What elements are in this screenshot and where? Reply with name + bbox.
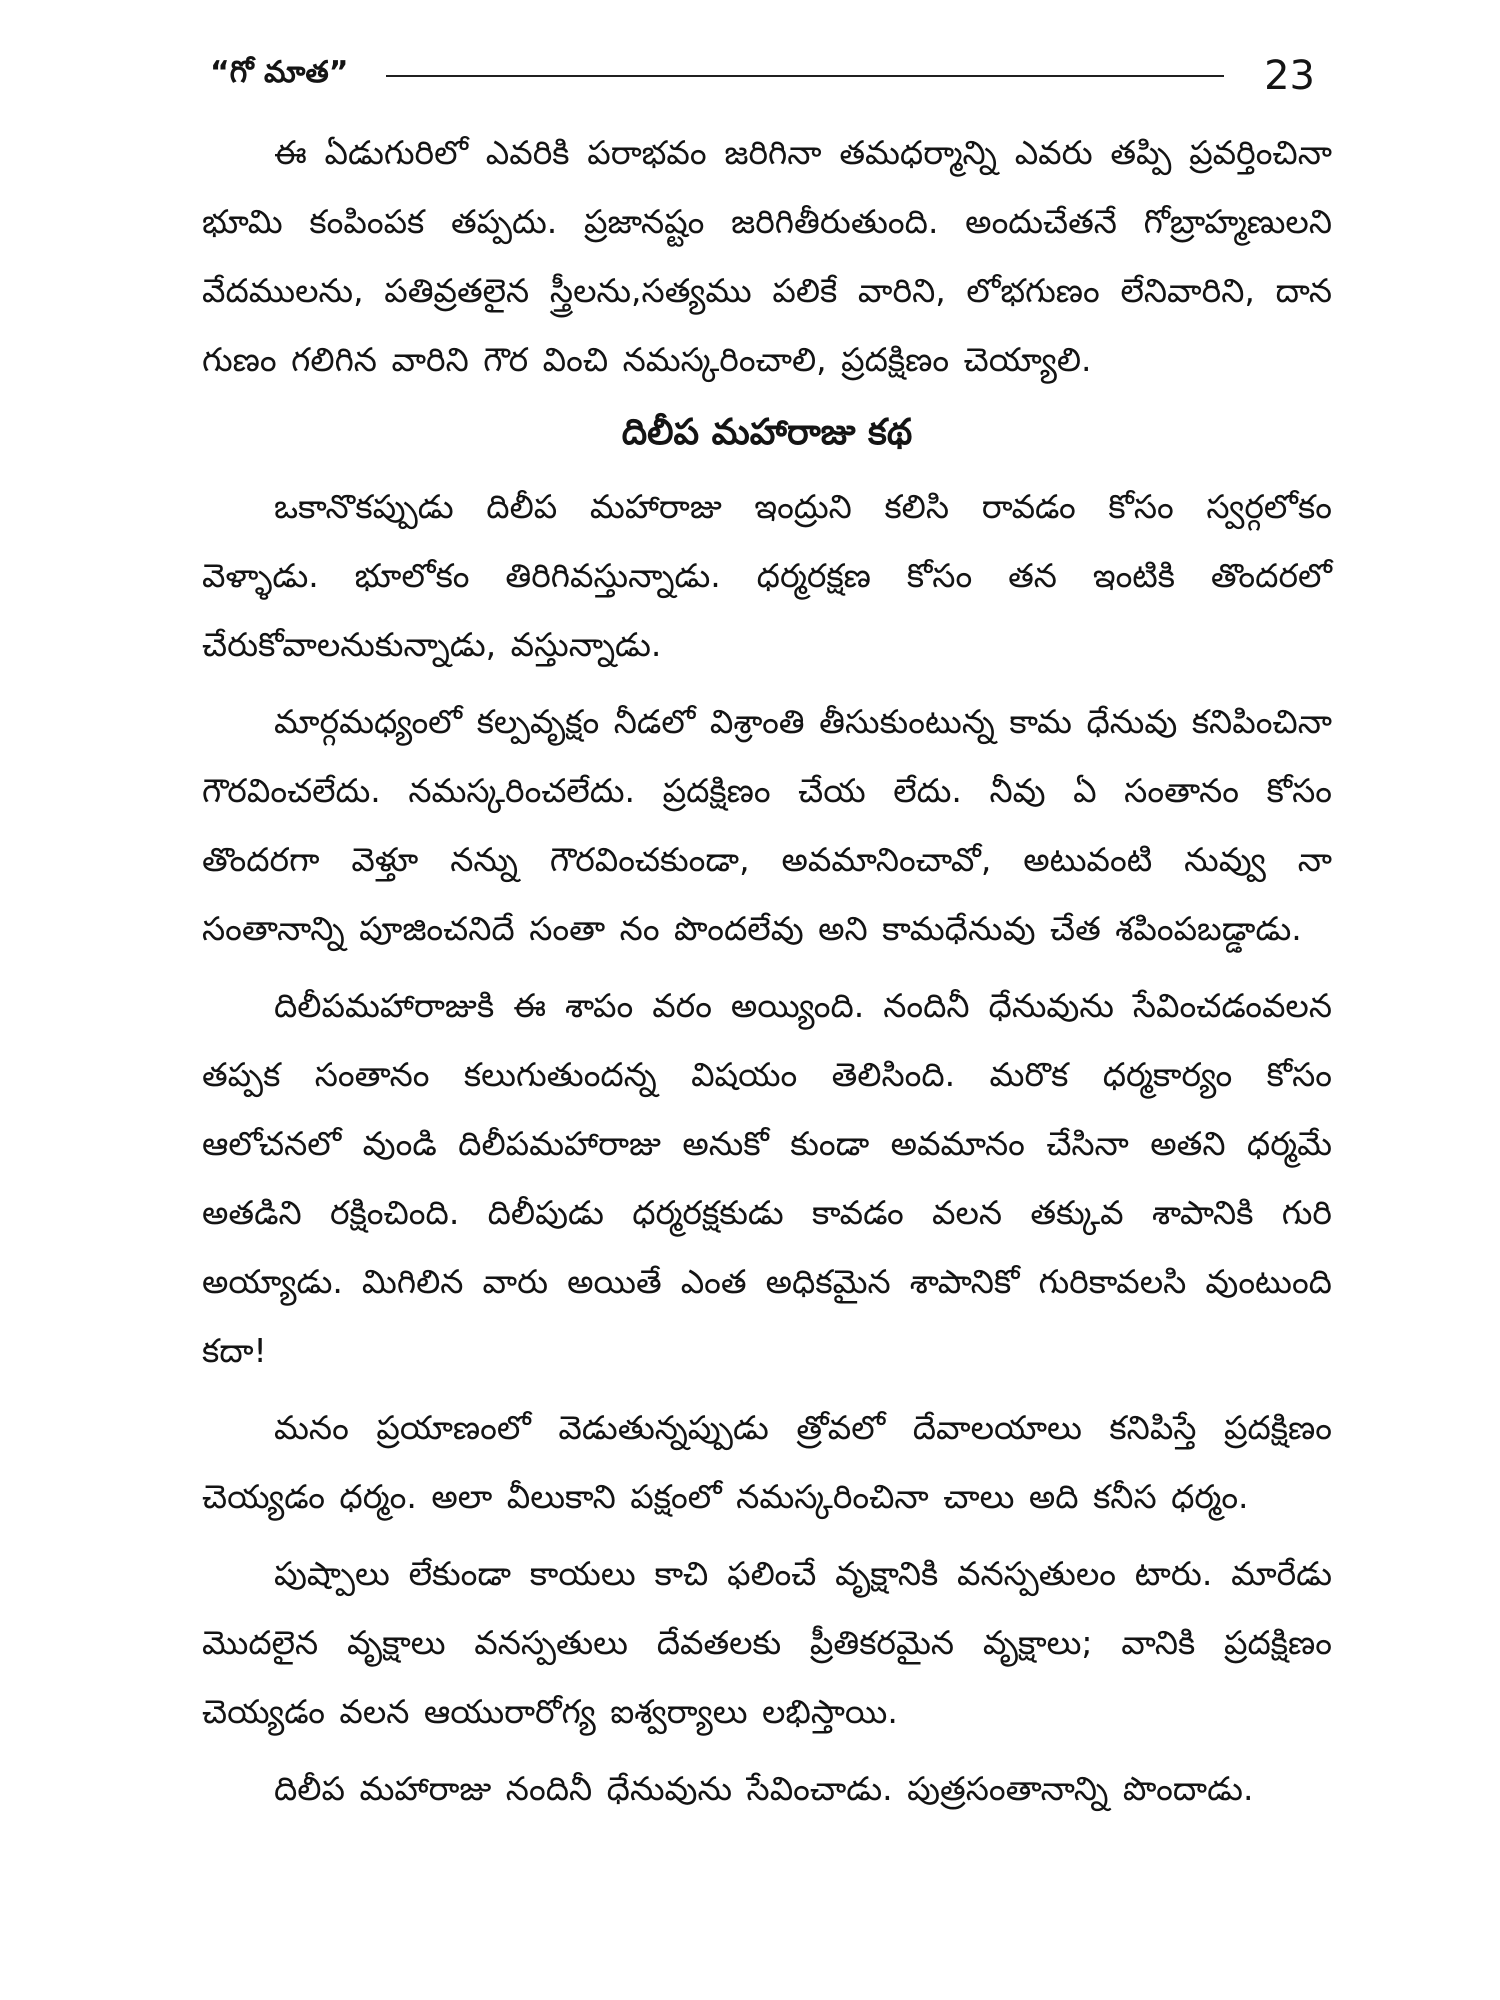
section-title: దిలీప మహారాజు కథ bbox=[621, 412, 913, 453]
intro-paragraph: ఈ ఏడుగురిలో ఎవరికి పరాభవం జరిగినా తమధర్మాన్ని ఎవరు తప్పి ప్రవర్తించినా భూమి కంపింపక తప్పదు. ప్రజానష్టం జరిగితీరుతుంది. అందుచేతనే గోబ్రాహ్మణులని వేదములను, పతివ్రతలైన స్త్రీలను,సత్యము పలికే వారిని, లోభగుణం లేనివారిని, దాన గుణం గలిగిన వారిని గౌర వించి నమస్కరించాలి, ప్రదక్షిణం చెయ్యాలి. bbox=[202, 133, 1332, 379]
paragraph: ఒకానొకప్పుడు దిలీప మహారాజు ఇంద్రుని కలిసి రావడం కోసం స్వర్గలోకం వెళ్ళాడు. భూలోకం తిరిగివస్తున్నాడు. ధర్మరక్షణ కోసం తన ఇంటికి తొందరలో చేరుకోవాలనుకున్నాడు, వస్తున్నాడు. bbox=[202, 487, 1332, 664]
header-rule bbox=[386, 75, 1224, 77]
paragraph: పుష్పాలు లేకుండా కాయలు కాచి ఫలించే వృక్షానికి వనస్పతులం టారు. మారేడు మొదలైన వృక్షాలు వనస్పతులు దేవతలకు ప్రీతికరమైన వృక్షాలు; వానికి ప్రదక్షిణం చెయ్యడం వలన ఆయురారోగ్య ఐశ్వర్యాలు లభిస్తాయి. bbox=[202, 1554, 1332, 1731]
page-body bbox=[202, 118, 1332, 1831]
paragraph: దిలీప మహారాజు నందినీ ధేనువును సేవించాడు. పుత్రసంతానాన్ని పొందాడు. bbox=[274, 1769, 1254, 1808]
paragraph: మనం ప్రయాణంలో వెడుతున్నప్పుడు త్రోవలో దేవాలయాలు కనిపిస్తే ప్రదక్షిణం చెయ్యడం ధర్మం. అలా వీలుకాని పక్షంలో నమస్కరించినా చాలు అది కనీస ధర్మం. bbox=[202, 1408, 1332, 1516]
running-header bbox=[210, 48, 1315, 104]
paragraph: మార్గమధ్యంలో కల్పవృక్షం నీడలో విశ్రాంతి తీసుకుంటున్న కామ ధేనువు కనిపించినా గౌరవించలేదు. నమస్కరించలేదు. ప్రదక్షిణం చేయ లేదు. నీవు ఏ సంతానం కోసం తొందరగా వెళ్తూ నన్ను గౌరవించకుండా, అవమానించావో, అటువంటి నువ్వు నా సంతానాన్ని పూజించనిదే సంతా నం పొందలేవు అని కామధేనువు చేత శపింపబడ్డాడు. bbox=[202, 702, 1332, 948]
paragraph: దిలీపమహారాజుకి ఈ శాపం వరం అయ్యింది. నందినీ ధేనువును సేవించడంవలన తప్పక సంతానం కలుగుతుందన్న విషయం తెలిసింది. మరొక ధర్మకార్యం కోసం ఆలోచనలో వుండి దిలీపమహారాజు అనుకో కుండా అవమానం చేసినా అతని ధర్మమే అతడిని రక్షించింది. దిలీపుడు ధర్మరక్షకుడు కావడం వలన తక్కువ శాపానికి గురి అయ్యాడు. మిగిలిన వారు అయితే ఎంత అధికమైన శాపానికో గురికావలసి వుంటుంది కదా! bbox=[202, 986, 1332, 1370]
running-title: “గో మాత” bbox=[210, 55, 349, 90]
page-number: 23 bbox=[1264, 53, 1315, 99]
